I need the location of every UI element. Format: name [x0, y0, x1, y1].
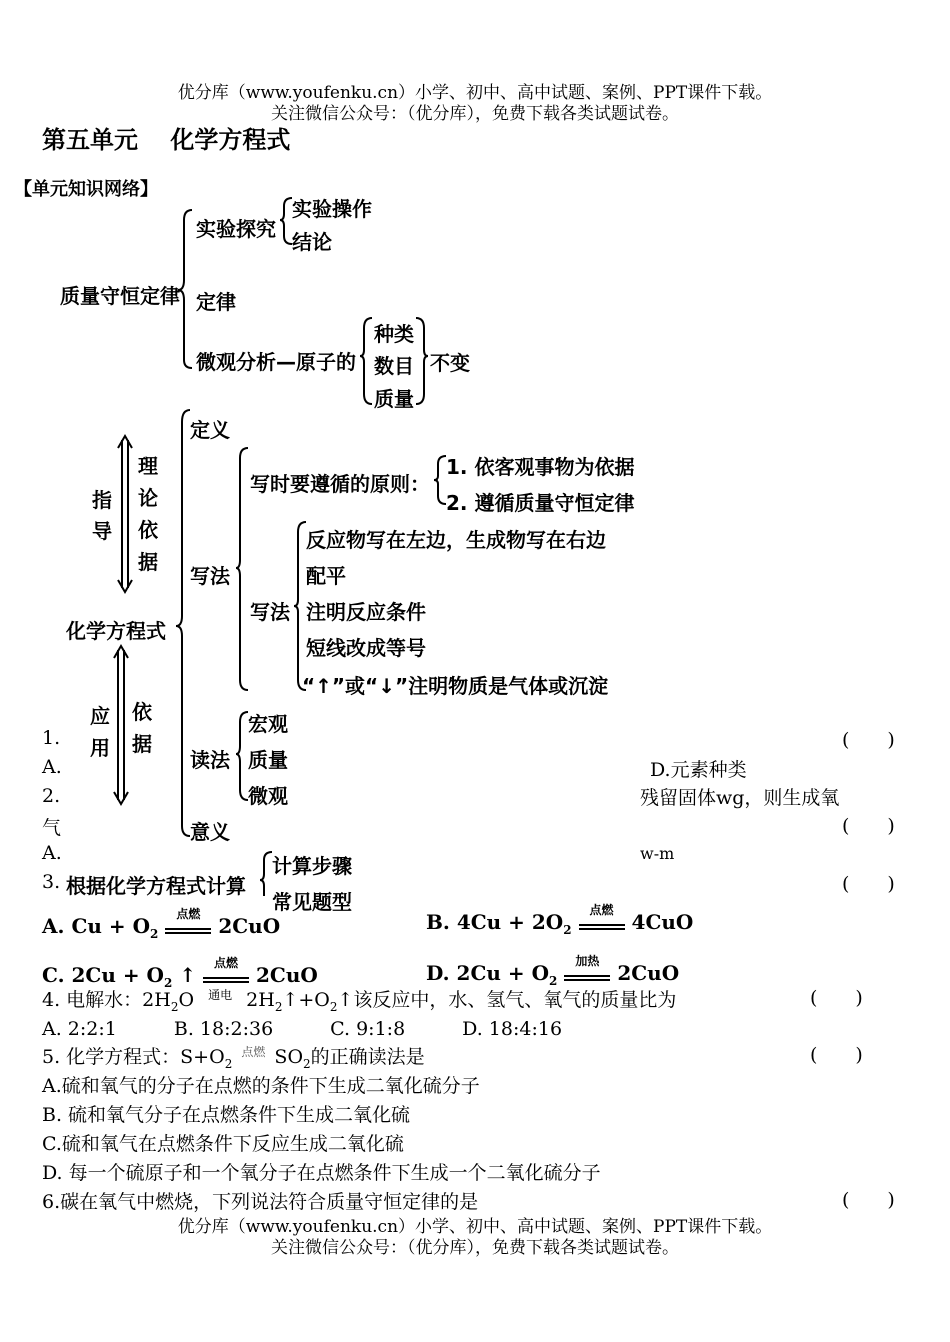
write-rule-2: 配平	[306, 564, 346, 588]
q3-option-b: B. $4Cu + 2O_2$ 点燃 4CuO	[426, 902, 694, 937]
q2-tail: 残留固体wg，则生成氧	[640, 787, 840, 809]
basis-1: 依	[132, 700, 152, 724]
q3-option-d: D. $2Cu + O_2$ 加热 2CuO	[426, 953, 680, 988]
theory-1: 理	[138, 454, 158, 478]
q5-paren: ( )	[810, 1044, 863, 1066]
unchanged-label: 不变	[430, 351, 470, 375]
experiment-label: 实验探究	[196, 217, 276, 241]
q4-stem: 4. 电解水：$2H_2O$ 通电 $2H_2↑+O_2↑$该反应中，水、氢气、氧气的质量比为	[42, 988, 677, 1014]
reading-label: 读法	[190, 748, 230, 772]
conclusion-label: 结论	[292, 230, 332, 254]
exp-op-label: 实验操作	[292, 197, 372, 221]
write-rule-5: “↑”或“↓”注明物质是气体或沉淀	[302, 674, 609, 698]
q4-options: A. 2:2:1 B. 18:2:36 C. 9:1:8 D. 18:4:16	[42, 1018, 563, 1040]
write-rule-4: 短线改成等号	[306, 636, 426, 660]
apply-1: 应	[90, 704, 110, 728]
q3-option-a: A. $Cu + O_2$ 点燃 2CuO	[42, 906, 281, 941]
micro-label: 微观分析—原子的	[196, 350, 356, 374]
q2-option-a: A.	[42, 842, 62, 864]
header-line-2: 关注微信公众号：（优分库），免费下载各类试题试卷。	[271, 104, 679, 124]
theory-2: 论	[138, 486, 158, 510]
mass-label: 质量	[374, 387, 414, 411]
q1-paren: ( )	[842, 729, 895, 751]
definition-label: 定义	[190, 418, 230, 442]
header-line-1: 优分库（www.youfenku.cn）小学、初中、高中试题、案例、PPT课件下载。	[177, 83, 773, 103]
principle-label: 写时要遵循的原则：	[250, 472, 430, 496]
q2-number: 2.	[42, 785, 61, 807]
calc-label: 根据化学方程式计算	[66, 874, 246, 898]
page-title: 第五单元 化学方程式	[42, 126, 291, 154]
macro-label: 宏观	[248, 712, 288, 736]
q2-line2: 气	[42, 817, 62, 839]
quant-label: 质量	[248, 748, 288, 772]
q5-option-a: A.硫和氧气的分子在点燃的条件下生成二氧化硫分子	[42, 1075, 480, 1097]
guide-1: 指	[92, 488, 112, 512]
q1-option-d: D.元素种类	[650, 759, 747, 781]
q2-wm: w-m	[640, 844, 675, 863]
calc-steps-label: 计算步骤	[272, 854, 352, 878]
law-label: 定律	[196, 290, 236, 314]
footer-line-2: 关注微信公众号：（优分库），免费下载各类试题试卷。	[271, 1238, 679, 1258]
q6-stem: 6.碳在氧气中燃烧，下列说法符合质量守恒定律的是	[42, 1191, 479, 1213]
kind-label: 种类	[374, 322, 414, 346]
writing2-label: 写法	[250, 600, 290, 624]
q1-number: 1.	[42, 727, 61, 749]
principle-1: 1. 依客观事物为依据	[446, 455, 635, 479]
mass-law-label: 质量守恒定律	[60, 284, 180, 308]
q1-option-a: A.	[42, 756, 62, 778]
q3-paren: ( )	[842, 873, 895, 895]
calc-common-label: 常见题型	[272, 890, 352, 914]
write-rule-3: 注明反应条件	[306, 600, 426, 624]
theory-4: 据	[138, 550, 158, 574]
q5-option-d: D. 每一个硫原子和一个氧分子在点燃条件下生成一个二氧化硫分子	[42, 1162, 601, 1184]
q3-option-c: C. $2Cu + O_2$ ↑ 点燃 2CuO	[42, 955, 318, 990]
writing-label: 写法	[190, 564, 230, 588]
principle-2: 2. 遵循质量守恒定律	[446, 491, 635, 515]
q5-option-c: C.硫和氧气在点燃条件下反应生成二氧化硫	[42, 1133, 404, 1155]
guide-2: 导	[92, 519, 112, 543]
micro-reading-label: 微观	[248, 784, 288, 808]
write-rule-1: 反应物写在左边，生成物写在右边	[306, 528, 606, 552]
theory-3: 依	[138, 518, 158, 542]
q2-paren: ( )	[842, 815, 895, 837]
basis-2: 据	[132, 732, 152, 756]
number-label: 数目	[374, 354, 414, 378]
q4-paren: ( )	[810, 987, 863, 1009]
q5-stem: 5. 化学方程式：$S+O_2$ 点燃 $SO_2$的正确读法是	[42, 1045, 425, 1071]
meaning-label: 意义	[190, 820, 230, 844]
q3-number: 3.	[42, 871, 61, 893]
q6-paren: ( )	[842, 1189, 895, 1211]
network-label: 【单元知识网络】	[14, 179, 158, 200]
apply-2: 用	[90, 736, 110, 760]
footer-line-1: 优分库（www.youfenku.cn）小学、初中、高中试题、案例、PPT课件下载。	[177, 1217, 773, 1237]
chem-eq-label: 化学方程式	[66, 619, 166, 643]
q5-option-b: B. 硫和氧气分子在点燃条件下生成二氧化硫	[42, 1104, 411, 1126]
